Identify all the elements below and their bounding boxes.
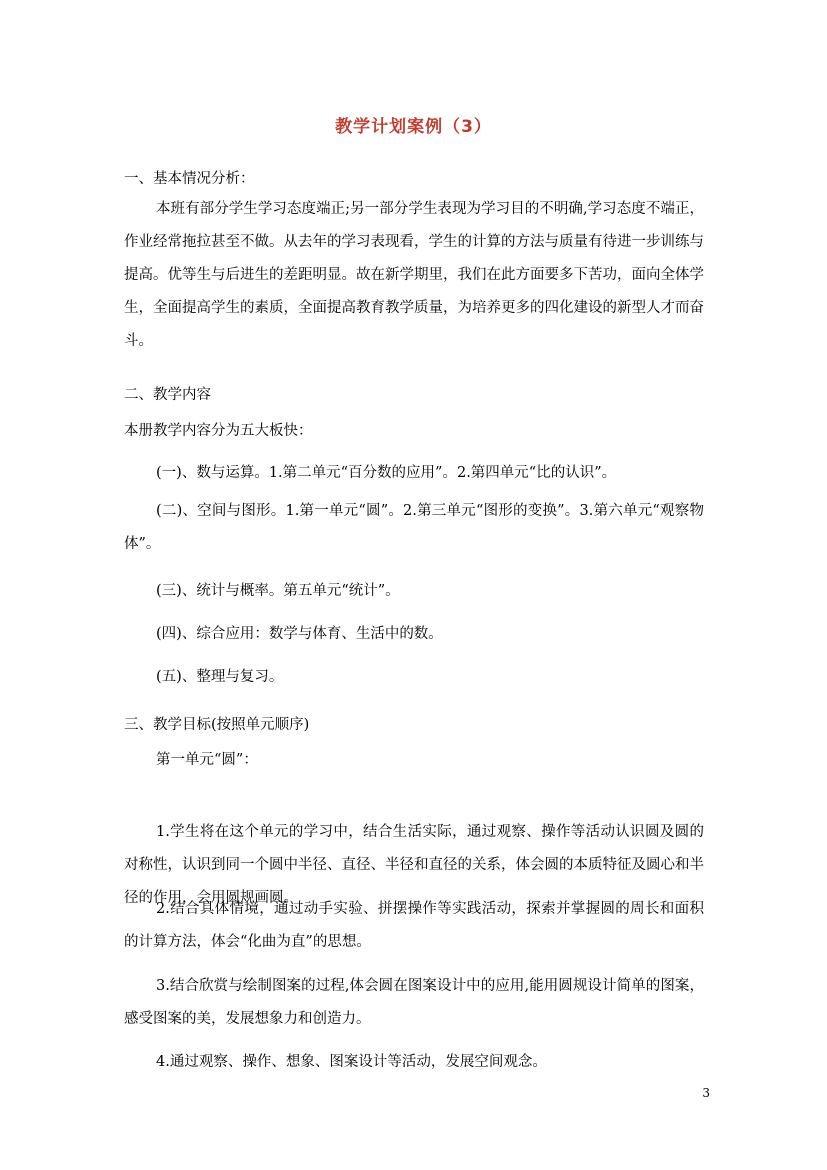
content-item: (一)、数与运算。1.第二单元“百分数的应用”。2.第四单元“比的认识”。 xyxy=(156,465,617,481)
page-number: 3 xyxy=(702,1086,710,1100)
section-heading-basic-analysis: 一、基本情况分析： xyxy=(124,171,255,187)
content-item: (五)、整理与复习。 xyxy=(156,669,284,685)
goal-item: 2.结合具体情境，通过动手实验、拼摆操作等实践活动，探索并掌握圆的周长和面积的计算方法，体会“化曲为直”的思想。 xyxy=(124,901,704,950)
content-item: (三)、统计与概率。第五单元“统计”。 xyxy=(156,583,400,599)
goal-item: 4.通过观察、操作、想象、图案设计等活动，发展空间观念。 xyxy=(156,1054,547,1070)
section-heading-teaching-goals: 三、教学目标(按照单元顺序) xyxy=(124,717,310,733)
section-heading-teaching-content: 二、教学内容 xyxy=(124,387,211,403)
basic-analysis-paragraph: 本班有部分学生学习态度端正;另一部分学生表现为学习目的不明确,学习态度不端正，作业经常拖拉甚至不做。从去年的学习表现看，学生的计算的方法与质量有待进一步训练与提高。优等生与后进生的差距明显。故在新学期里，我们在此方面要多下苦功，面向全体学生，全面提高学生的素质，全面提高教育教学质量，为培养更多的四化建设的新型人才而奋斗。 xyxy=(124,201,704,349)
document-title: 教学计划案例（3） xyxy=(335,117,492,137)
teaching-content-intro: 本册教学内容分为五大板快： xyxy=(124,423,313,439)
goal-item: 1.学生将在这个单元的学习中，结合生活实际，通过观察、操作等活动认识圆及圆的对称性，认识到同一个圆中半径、直径、半径和直径的关系，体会圆的本质特征及圆心和半径的作用，会用圆规画圆。 xyxy=(124,824,704,906)
unit-title: 第一单元“圆”： xyxy=(156,752,258,768)
content-item: (二)、空间与图形。1.第一单元“圆”。2.第三单元“图形的变换”。3.第六单元“观察物体”。 xyxy=(124,503,704,552)
goal-item: 3.结合欣赏与绘制图案的过程,体会圆在图案设计中的应用,能用圆规设计简单的图案，感受图案的美，发展想象力和创造力。 xyxy=(124,978,704,1027)
content-item: (四)、综合应用：数学与体育、生活中的数。 xyxy=(156,626,443,642)
